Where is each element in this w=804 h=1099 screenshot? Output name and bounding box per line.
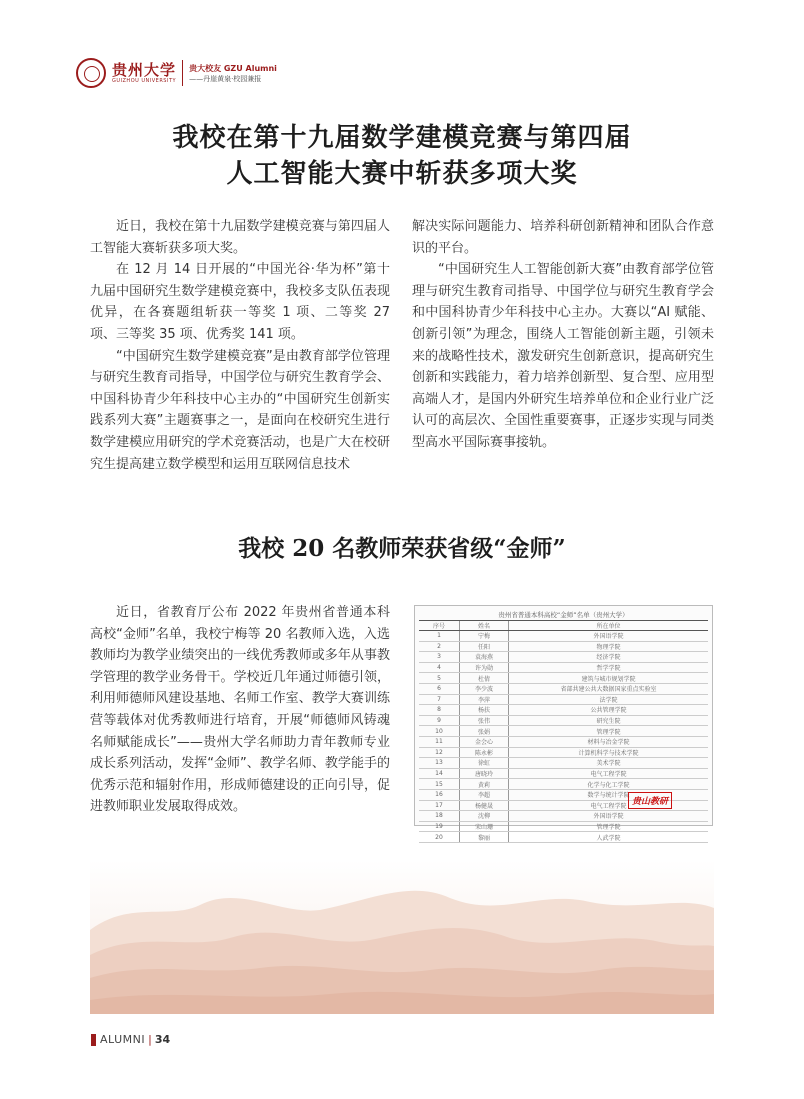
- table-row: [419, 768, 708, 779]
- table-header-cell: 序号: [419, 621, 460, 631]
- teacher-name: 袁海燕: [460, 652, 509, 663]
- table-header-cell: 姓名: [460, 621, 509, 631]
- table-row: [419, 779, 708, 790]
- teacher-name: 徐虹: [460, 758, 509, 769]
- teacher-unit: 数学与统计学院: [509, 789, 709, 800]
- table-row: [419, 811, 708, 822]
- teacher-name: 任阳: [460, 641, 509, 652]
- table-row: [419, 652, 708, 663]
- teacher-name: 陈永彬: [460, 747, 509, 758]
- row-number: 12: [419, 747, 460, 758]
- article1-title-line1: 我校在第十九届数学建模竞赛与第四届: [172, 123, 632, 153]
- teacher-name: 杨健晟: [460, 800, 509, 811]
- teacher-name: 黄莉: [460, 779, 509, 790]
- teacher-name: 杨扶: [460, 705, 509, 716]
- row-number: 3: [419, 652, 460, 663]
- teacher-name: 唐晓玲: [460, 768, 509, 779]
- row-number: 2: [419, 641, 460, 652]
- table-row: [419, 705, 708, 716]
- teacher-unit: 电气工程学院: [509, 768, 709, 779]
- row-number: 14: [419, 768, 460, 779]
- teacher-unit: 管理学院: [509, 821, 709, 832]
- teacher-name: 许为勋: [460, 662, 509, 673]
- article1-title-line2: 人工智能大赛中斩获多项大奖: [226, 159, 578, 189]
- row-number: 6: [419, 683, 460, 694]
- teacher-name: 宋山珊: [460, 821, 509, 832]
- article1-paragraph: “中国研究生数学建模竞赛”是由教育部学位管理与研究生教育司指导，中国学位与研究生教育学会、中国科协青少年科技中心主办的“中国研究生创新实践系列大赛”主题赛事之一，是面向在校研究生进行数学建模应用研究的学术竞赛活动，也是广大在校研究生提高建立数学模型和运用互联网信息技术: [90, 348, 390, 472]
- logo-chinese: 贵州大学: [112, 61, 177, 79]
- footer-label: ALUMNI: [100, 1033, 146, 1046]
- row-number: 13: [419, 758, 460, 769]
- alumni-slogan: ——丹崖黄泉·校园兼报: [189, 74, 262, 83]
- article1-title: [0, 120, 804, 192]
- table-row: [419, 694, 708, 705]
- teacher-name: 李超: [460, 789, 509, 800]
- table-header-row: [419, 621, 708, 631]
- teacher-unit: 管理学院: [509, 726, 709, 737]
- teacher-unit: 公共管理学院: [509, 705, 709, 716]
- teacher-unit: 计算机科学与技术学院: [509, 747, 709, 758]
- row-number: 5: [419, 673, 460, 684]
- teacher-name: 张伟: [460, 715, 509, 726]
- row-number: 4: [419, 662, 460, 673]
- header-divider: [182, 60, 183, 86]
- teacher-unit: 研究生院: [509, 715, 709, 726]
- teacher-unit: 人武学院: [509, 832, 709, 843]
- table-header-cell: 所在单位: [509, 621, 709, 631]
- row-number: 17: [419, 800, 460, 811]
- table-caption: 贵州省普通本科高校“金师”名单（贵州大学）: [419, 610, 708, 621]
- teacher-name: 宁梅: [460, 631, 509, 642]
- row-number: 16: [419, 789, 460, 800]
- table-row: [419, 821, 708, 832]
- table-row: [419, 736, 708, 747]
- teacher-unit: 外国语学院: [509, 811, 709, 822]
- teacher-name: 李少波: [460, 683, 509, 694]
- table-row: [419, 832, 708, 843]
- article2-title: 我校 20 名教师荣获省级“金师”: [238, 535, 566, 562]
- teacher-unit: 建筑与城市规划学院: [509, 673, 709, 684]
- university-seal-icon: [76, 58, 106, 88]
- table-row: [419, 726, 708, 737]
- table-row: [419, 641, 708, 652]
- row-number: 8: [419, 705, 460, 716]
- logo-english: GUIZHOU UNIVERSITY: [112, 78, 177, 84]
- magazine-header: [76, 56, 277, 90]
- university-logo: [112, 62, 176, 84]
- row-number: 10: [419, 726, 460, 737]
- article1-paragraph: 近日，我校在第十九届数学建模竞赛与第四届人工智能大赛斩获多项大奖。: [90, 219, 390, 256]
- table-row: [419, 673, 708, 684]
- gold-teacher-table-image: [414, 605, 713, 842]
- row-number: 18: [419, 811, 460, 822]
- row-number: 11: [419, 736, 460, 747]
- row-number: 9: [419, 715, 460, 726]
- teacher-unit: 电气工程学院: [509, 800, 709, 811]
- row-number: 19: [419, 821, 460, 832]
- page-number: 34: [154, 1033, 171, 1046]
- article1-column-right: [412, 216, 714, 454]
- row-number: 7: [419, 694, 460, 705]
- article1-paragraph: 解决实际问题能力、培养科研创新精神和团队合作意识的平台。: [412, 219, 714, 256]
- footer-separator: |: [148, 1033, 152, 1046]
- teacher-name: 李萍: [460, 694, 509, 705]
- table-row: [419, 715, 708, 726]
- mountain-landscape-decoration: [90, 860, 714, 1014]
- teaching-stamp: 贵山教研: [628, 792, 672, 809]
- teacher-unit: 哲学学院: [509, 662, 709, 673]
- article2-paragraph: 近日，省教育厅公布 2022 年贵州省普通本科高校“金师”名单，我校宁梅等 20 名教师入选，入选教师均为教学业绩突出的一线优秀教师或多年从事教学管理的教学业务骨干。学校近几年通过师德引领，利用师德师风建设基地、名师工作室、教学大赛训练营等载体对优秀教师进行培育，开展“师德师风铸魂 名师赋能成长”——贵州大学名师助力青年教师专业成长系列活动，发挥“金师”、教学名师、教学能手的优秀示范和辐射作用，形成师德建设的正向引导，促进教师职业发展取得成效。: [90, 605, 390, 815]
- teacher-name: 沈柳: [460, 811, 509, 822]
- teacher-name: 金会心: [460, 736, 509, 747]
- teacher-name: 杜倩: [460, 673, 509, 684]
- teacher-unit: 材料与冶金学院: [509, 736, 709, 747]
- table-row: [419, 662, 708, 673]
- teacher-unit: 外国语学院: [509, 631, 709, 642]
- teacher-unit: 省部共建公共大数据国家重点实验室: [509, 683, 709, 694]
- table-row: [419, 683, 708, 694]
- teacher-unit: 物理学院: [509, 641, 709, 652]
- row-number: 20: [419, 832, 460, 843]
- table-row: [419, 631, 708, 642]
- footer-accent-bar: [91, 1034, 96, 1046]
- alumni-branding: [189, 63, 277, 84]
- alumni-name: 贵大校友 GZU Alumni: [189, 63, 277, 73]
- teacher-name: 张娟: [460, 726, 509, 737]
- teacher-name: 黎丽: [460, 832, 509, 843]
- teacher-unit: 法学院: [509, 694, 709, 705]
- article2-body: [90, 602, 390, 818]
- teacher-unit: 美术学院: [509, 758, 709, 769]
- article1-column-left: [90, 216, 390, 475]
- article1-paragraph: “中国研究生人工智能创新大赛”由教育部学位管理与研究生教育司指导、中国学位与研究生教育学会和中国科协青少年科技中心主办。大赛以“AI 赋能、创新引领”为理念，围绕人工智能创新主题，引领未来的战略性技术，激发研究生创新意识，提高研究生创新和实践能力，着力培养创新型、复合型、应用型高端人才，是国内外研究生培养单位和企业行业广泛认可的高层次、全国性重要赛事，正逐步实现与同类型高水平国际赛事接轨。: [412, 262, 714, 450]
- table-row: [419, 758, 708, 769]
- gold-teacher-table: [419, 621, 708, 843]
- table-body: [419, 631, 708, 843]
- table-row: [419, 747, 708, 758]
- page-footer: [91, 1033, 170, 1046]
- row-number: 15: [419, 779, 460, 790]
- row-number: 1: [419, 631, 460, 642]
- teacher-unit: 化学与化工学院: [509, 779, 709, 790]
- teacher-unit: 经济学院: [509, 652, 709, 663]
- article1-paragraph: 在 12 月 14 日开展的“中国光谷·华为杯”第十九届中国研究生数学建模竞赛中，我校多支队伍表现优异，在各赛题组斩获一等奖 1 项、二等奖 27 项、三等奖 35 项、优秀奖 141 项。: [90, 262, 390, 342]
